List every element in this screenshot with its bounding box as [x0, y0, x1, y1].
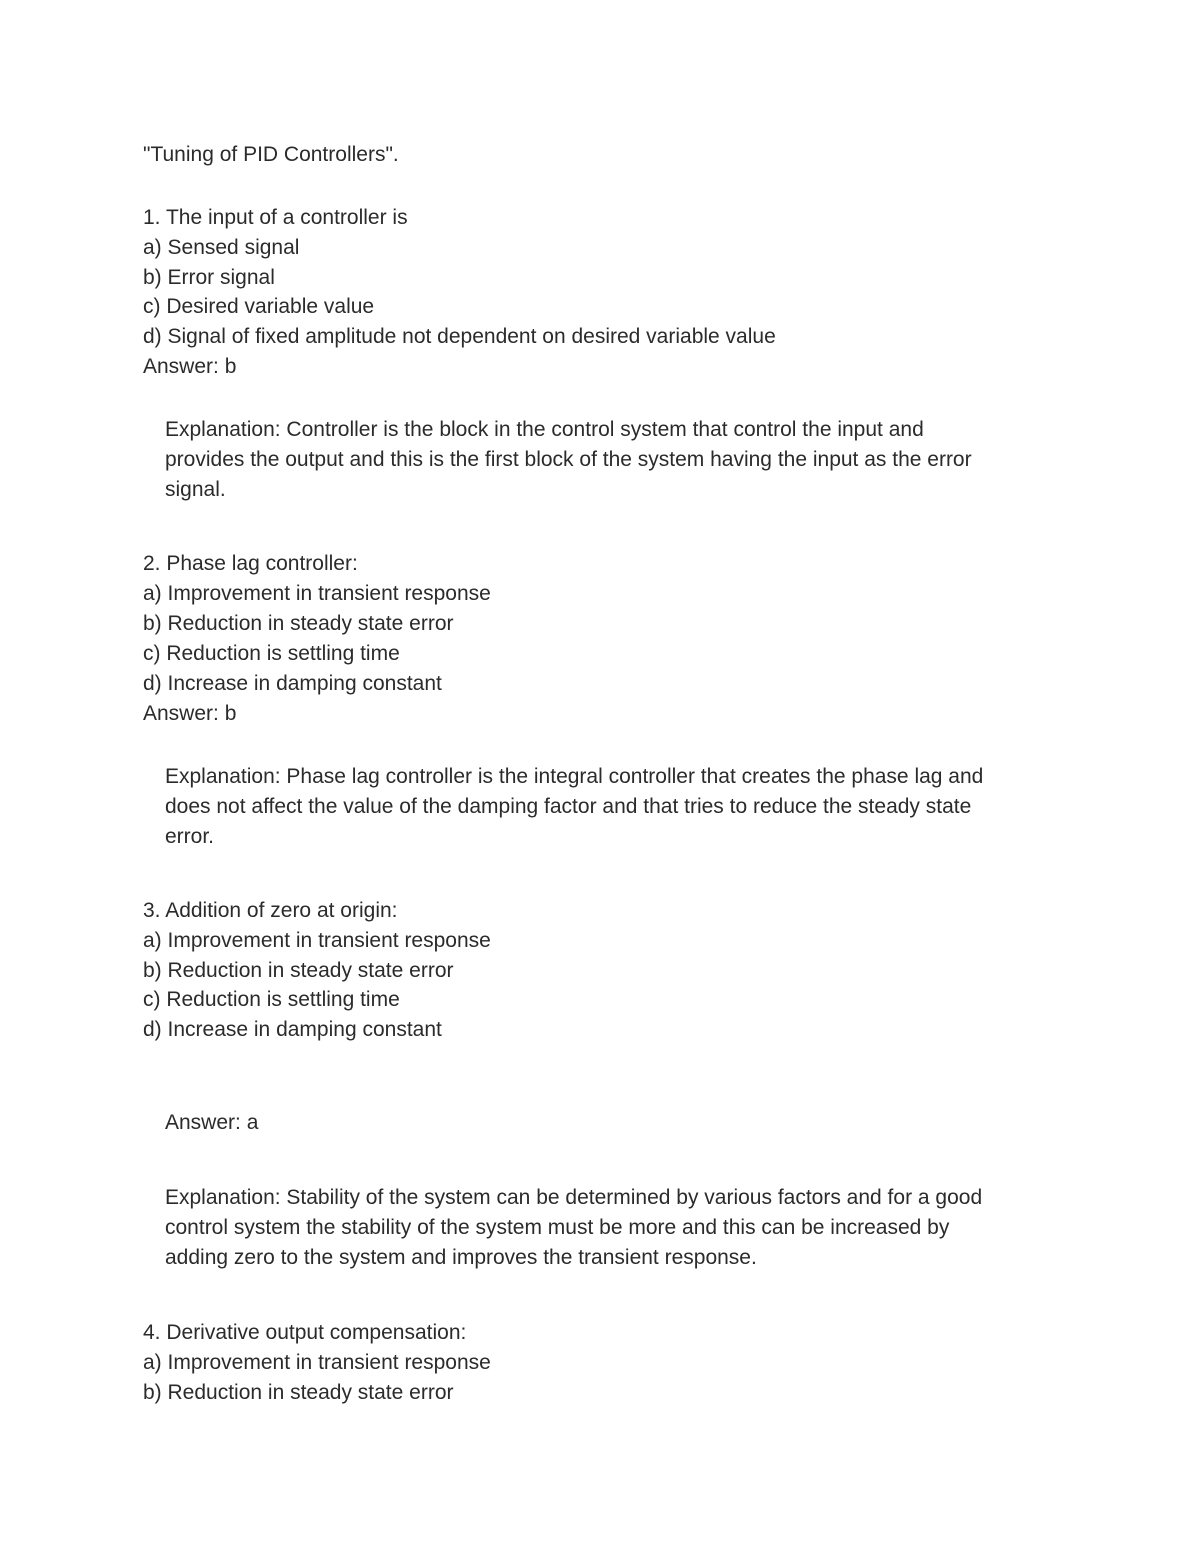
question-1-option-d: d) Signal of fixed amplitude not dependent on desired variable value	[143, 325, 776, 348]
question-2-explanation-line-3: error.	[165, 825, 215, 848]
question-3-option-a: a) Improvement in transient response	[143, 929, 491, 952]
question-2-explanation-line-1: Explanation: Phase lag controller is the integral controller that creates the phase lag and	[165, 765, 984, 788]
question-1-explanation-line-1: Explanation: Controller is the block in the control system that control the input and	[165, 418, 924, 441]
question-1-option-b: b) Error signal	[143, 266, 275, 289]
question-3: 3. Addition of zero at origin:	[143, 899, 398, 922]
question-3-answer: Answer: a	[165, 1111, 259, 1134]
question-2: 2. Phase lag controller:	[143, 552, 358, 575]
question-3-option-c: c) Reduction is settling time	[143, 988, 400, 1011]
question-1-answer: Answer: b	[143, 355, 237, 378]
question-1-explanation-line-3: signal.	[165, 478, 226, 501]
question-2-explanation-line-2: does not affect the value of the damping factor and that tries to reduce the steady state	[165, 795, 972, 818]
document-title: "Tuning of PID Controllers".	[143, 143, 399, 166]
question-1: 1. The input of a controller is	[143, 206, 408, 229]
question-3-explanation-line-3: adding zero to the system and improves the transient response.	[165, 1246, 757, 1269]
question-2-option-a: a) Improvement in transient response	[143, 582, 491, 605]
question-4-option-a: a) Improvement in transient response	[143, 1351, 491, 1374]
question-4-option-b: b) Reduction in steady state error	[143, 1381, 454, 1404]
question-3-option-b: b) Reduction in steady state error	[143, 959, 454, 982]
question-1-explanation-line-2: provides the output and this is the first block of the system having the input as the error	[165, 448, 972, 471]
question-2-option-c: c) Reduction is settling time	[143, 642, 400, 665]
question-2-answer: Answer: b	[143, 702, 237, 725]
question-3-explanation-line-1: Explanation: Stability of the system can be determined by various factors and for a good	[165, 1186, 983, 1209]
question-2-option-b: b) Reduction in steady state error	[143, 612, 454, 635]
question-1-option-a: a) Sensed signal	[143, 236, 300, 259]
question-4: 4. Derivative output compensation:	[143, 1321, 467, 1344]
question-3-explanation-line-2: control system the stability of the system must be more and this can be increased by	[165, 1216, 950, 1239]
question-3-option-d: d) Increase in damping constant	[143, 1018, 442, 1041]
question-2-option-d: d) Increase in damping constant	[143, 672, 442, 695]
question-1-option-c: c) Desired variable value	[143, 295, 375, 318]
